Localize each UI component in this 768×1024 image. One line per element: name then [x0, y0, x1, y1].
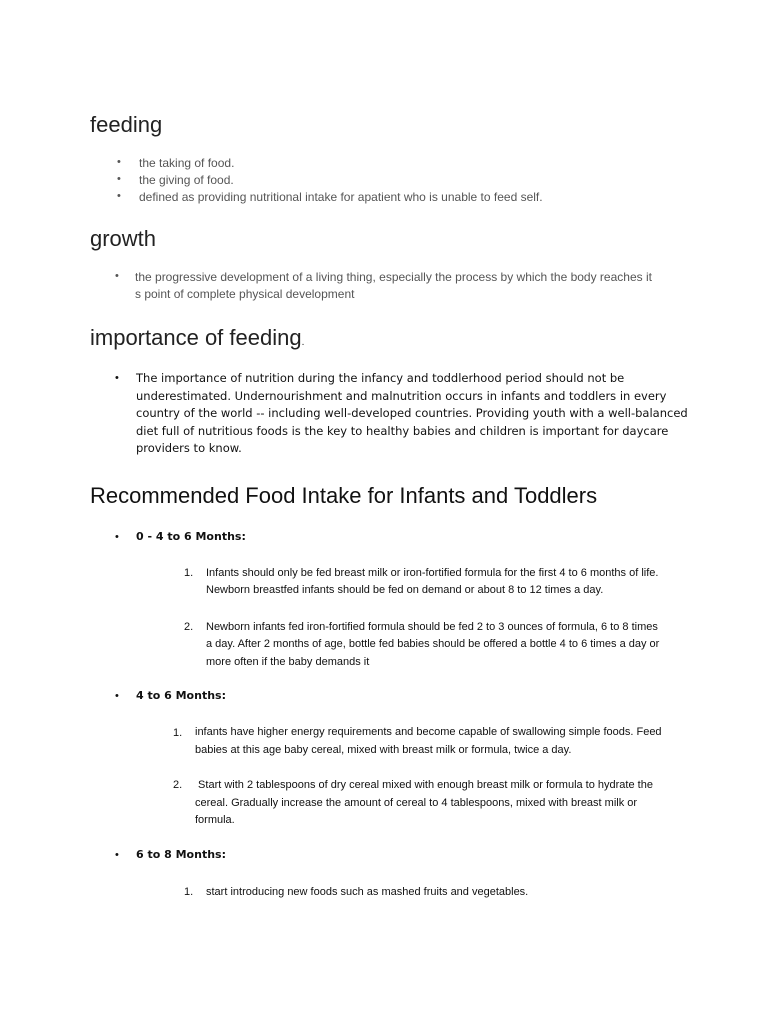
age-group-heading: 0 - 4 to 6 Months:	[136, 530, 246, 543]
list-item-line: Infants should only be fed breast milk or iron-fortified formula for the first 4 to 6 months of life.	[206, 567, 659, 579]
list-item-line: a day. After 2 months of age, bottle fed babies should be offered a bottle 4 to 6 times a day or	[206, 638, 660, 650]
feeding-item: the taking of food.	[139, 156, 235, 170]
importance-line: country of the world -- including well-developed countries. Providing youth with a well-balanced	[136, 406, 688, 420]
list-item-line: infants have higher energy requirements and become capable of swallowing simple foods. Feed	[195, 726, 662, 738]
list-number: 1.	[184, 886, 194, 898]
importance-line: providers to know.	[136, 441, 242, 455]
list-number: 1.	[173, 727, 183, 739]
bullet-icon: •	[115, 270, 119, 282]
bullet-icon: •	[115, 372, 119, 384]
growth-item-line: the progressive development of a living thing, especially the process by which the body reaches it	[135, 270, 652, 284]
list-item-line: more often if the baby demands it	[206, 656, 370, 668]
feeding-item: defined as providing nutritional intake for apatient who is unable to feed self.	[139, 190, 543, 204]
importance-line: diet full of nutritious foods is the key to healthy babies and children is important for daycare	[136, 424, 669, 438]
list-item-line: start introducing new foods such as mashed fruits and vegetables.	[206, 886, 529, 898]
section-title-recommended: Recommended Food Intake for Infants and Toddlers	[90, 483, 598, 508]
list-item-line: Newborn breastfed infants should be fed on demand or about 8 to 12 times a day.	[206, 584, 604, 596]
list-item-line: Start with 2 tablespoons of dry cereal mixed with enough breast milk or formula to hydrate the	[195, 779, 653, 791]
bullet-icon: •	[117, 173, 121, 185]
importance-line: The importance of nutrition during the infancy and toddlerhood period should not be	[136, 371, 625, 385]
importance-line: underestimated. Undernourishment and malnutrition occurs in infants and toddlers in every	[136, 389, 667, 403]
list-number: 2.	[184, 621, 194, 633]
bullet-icon: •	[115, 690, 119, 702]
feeding-item: the giving of food.	[139, 173, 234, 187]
growth-item-line: s point of complete physical development	[135, 287, 355, 301]
list-item-line: Newborn infants fed iron-fortified formula should be fed 2 to 3 ounces of formula, 6 to 8 times	[206, 621, 658, 633]
age-group-heading: 4 to 6 Months:	[136, 689, 226, 702]
bullet-icon: •	[117, 190, 121, 202]
section-title-feeding: feeding	[90, 112, 163, 137]
list-number: 2.	[173, 779, 183, 791]
importance-title-text: importance of feeding	[90, 325, 302, 350]
bullet-icon: •	[117, 156, 121, 168]
list-item-line: cereal. Gradually increase the amount of cereal to 4 tablespoons, mixed with breast milk or	[195, 797, 638, 809]
bullet-icon: •	[115, 849, 119, 861]
list-item-line: formula.	[195, 814, 235, 826]
section-title-importance	[90, 325, 304, 351]
bullet-icon: •	[115, 531, 119, 543]
section-title-growth: growth	[90, 226, 157, 251]
list-number: 1.	[184, 567, 194, 579]
age-group-heading: 6 to 8 Months:	[136, 848, 226, 861]
importance-title-dot: .	[301, 337, 305, 348]
list-item-line: babies at this age baby cereal, mixed with breast milk or formula, twice a day.	[195, 744, 572, 756]
